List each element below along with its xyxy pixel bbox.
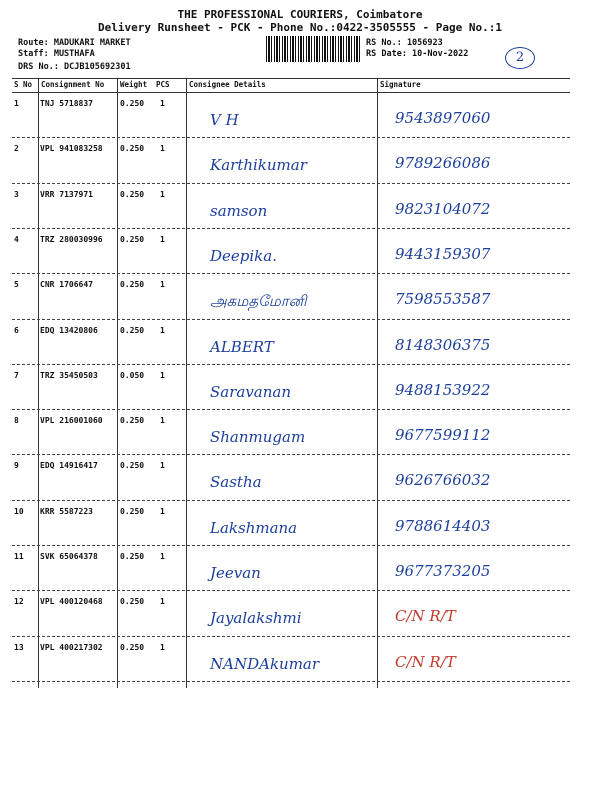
col-divider xyxy=(377,78,378,688)
row-consignment: EDQ 14916417 xyxy=(40,461,98,471)
row-sno: 7 xyxy=(14,370,19,380)
header-sno: S No xyxy=(14,80,33,89)
col-divider xyxy=(38,78,39,688)
row-pcs: 1 xyxy=(160,280,165,290)
row-consignee-handwritten: Jayalakshmi xyxy=(210,609,302,628)
row-consignment: VPL 216001060 xyxy=(40,416,103,426)
row-divider xyxy=(12,454,570,455)
row-divider xyxy=(12,319,570,320)
runsheet-subtitle: Delivery Runsheet - PCK - Phone No.:0422-3505555 - Page No.:1 xyxy=(98,21,502,34)
row-sno: 5 xyxy=(14,280,19,290)
row-consignment: EDQ 13420806 xyxy=(40,325,98,335)
row-divider xyxy=(12,228,570,229)
row-signature-handwritten: 9443159307 xyxy=(395,244,491,263)
row-weight: 0.250 xyxy=(120,144,145,154)
row-signature-handwritten: 9823104072 xyxy=(395,199,491,218)
table-top-border xyxy=(12,78,570,79)
row-pcs: 1 xyxy=(160,370,165,380)
row-consignment: VPL 941083258 xyxy=(40,144,103,154)
row-signature-handwritten: 9626766032 xyxy=(395,471,491,490)
row-signature-handwritten: 9789266086 xyxy=(395,154,491,173)
row-consignee-handwritten: Deepika. xyxy=(210,246,277,265)
row-pcs: 1 xyxy=(160,234,165,244)
row-divider xyxy=(12,590,570,591)
row-pcs: 1 xyxy=(160,144,165,154)
col-divider xyxy=(117,78,118,688)
row-sno: 11 xyxy=(14,552,24,561)
row-signature-handwritten: 9677599112 xyxy=(395,426,491,445)
row-weight: 0.050 xyxy=(120,370,145,380)
row-consignment: SVK 65064378 xyxy=(40,552,98,561)
row-weight: 0.250 xyxy=(120,552,145,561)
row-sno: 9 xyxy=(14,461,19,471)
row-consignment: TRZ 35450503 xyxy=(40,370,98,380)
header-pcs: PCS xyxy=(156,80,170,89)
row-pcs: 1 xyxy=(160,461,165,471)
row-consignee-handwritten: அகமதமோனி xyxy=(210,292,307,311)
row-sno: 2 xyxy=(14,144,19,154)
row-weight: 0.250 xyxy=(120,416,145,426)
row-divider xyxy=(12,409,570,410)
row-consignment: VPL 400120468 xyxy=(40,597,103,607)
drs-label: DRS No.: DCJB105692301 xyxy=(18,62,131,72)
row-consignee-handwritten: V H xyxy=(210,111,239,129)
row-consignment: KRR 5587223 xyxy=(40,506,93,516)
row-divider xyxy=(12,364,570,365)
row-consignee-handwritten: Saravanan xyxy=(210,382,292,401)
row-signature-handwritten: C/N R/T xyxy=(395,607,456,626)
row-weight: 0.250 xyxy=(120,280,145,290)
col-divider xyxy=(186,78,187,688)
row-sno: 1 xyxy=(14,99,19,108)
row-sno: 3 xyxy=(14,189,19,199)
row-pcs: 1 xyxy=(160,642,165,652)
row-pcs: 1 xyxy=(160,325,165,335)
row-pcs: 1 xyxy=(160,552,165,561)
row-weight: 0.250 xyxy=(120,325,145,335)
row-consignee-handwritten: samson xyxy=(210,201,268,220)
row-weight: 0.250 xyxy=(120,597,145,607)
row-pcs: 1 xyxy=(160,506,165,516)
row-divider xyxy=(12,545,570,546)
row-consignee-handwritten: Sastha xyxy=(210,473,262,492)
row-sno: 6 xyxy=(14,325,19,335)
row-signature-handwritten: 7598553587 xyxy=(395,290,491,309)
header-consignment: Consignment No xyxy=(41,80,105,89)
row-divider xyxy=(12,273,570,274)
header-consignee: Consignee Details xyxy=(189,80,266,89)
row-divider xyxy=(12,137,570,138)
row-signature-handwritten: 9488153922 xyxy=(395,380,491,399)
row-weight: 0.250 xyxy=(120,189,145,199)
row-signature-handwritten: 8148306375 xyxy=(395,335,491,354)
header-signature: Signature xyxy=(380,80,421,89)
row-divider xyxy=(12,681,570,682)
runsheet-title: THE PROFESSIONAL COURIERS, Coimbatore xyxy=(177,8,423,21)
row-consignee-handwritten: Lakshmana xyxy=(210,518,298,537)
row-signature-handwritten: C/N R/T xyxy=(395,652,456,671)
row-consignee-handwritten: ALBERT xyxy=(210,337,274,356)
row-pcs: 1 xyxy=(160,416,165,426)
header-weight: Weight xyxy=(120,80,148,89)
row-consignment: CNR 1706647 xyxy=(40,280,93,290)
row-sno: 10 xyxy=(14,506,24,516)
barcode xyxy=(266,36,360,62)
rs-no-label: RS No.: 1056923 xyxy=(366,38,443,48)
row-consignment: TRZ 280030996 xyxy=(40,234,103,244)
row-weight: 0.250 xyxy=(120,99,145,108)
row-divider xyxy=(12,183,570,184)
row-weight: 0.250 xyxy=(120,642,145,652)
circled-page-mark: 2 xyxy=(505,47,535,69)
row-sno: 8 xyxy=(14,416,19,426)
row-consignee-handwritten: Jeevan xyxy=(210,564,261,582)
row-divider xyxy=(12,500,570,501)
table-header-border xyxy=(12,92,570,93)
row-pcs: 1 xyxy=(160,597,165,607)
row-weight: 0.250 xyxy=(120,234,145,244)
rs-date-label: RS Date: 10-Nov-2022 xyxy=(366,49,469,59)
row-divider xyxy=(12,636,570,637)
row-consignment: VPL 400217302 xyxy=(40,642,103,652)
row-consignee-handwritten: Karthikumar xyxy=(210,156,307,175)
route-label: Route: MADUKARI MARKET xyxy=(18,38,131,48)
row-pcs: 1 xyxy=(160,189,165,199)
row-consignment: TNJ 5718837 xyxy=(40,99,93,108)
row-weight: 0.250 xyxy=(120,506,145,516)
row-signature-handwritten: 9677373205 xyxy=(395,562,491,580)
row-sno: 13 xyxy=(14,642,24,652)
row-sno: 4 xyxy=(14,234,19,244)
row-consignment: VRR 7137971 xyxy=(40,189,93,199)
row-pcs: 1 xyxy=(160,99,165,108)
row-consignee-handwritten: NANDAkumar xyxy=(210,654,320,673)
row-signature-handwritten: 9788614403 xyxy=(395,516,491,535)
row-consignee-handwritten: Shanmugam xyxy=(210,428,306,447)
row-sno: 12 xyxy=(14,597,24,607)
row-signature-handwritten: 9543897060 xyxy=(395,109,491,127)
row-weight: 0.250 xyxy=(120,461,145,471)
staff-label: Staff: MUSTHAFA xyxy=(18,49,95,59)
